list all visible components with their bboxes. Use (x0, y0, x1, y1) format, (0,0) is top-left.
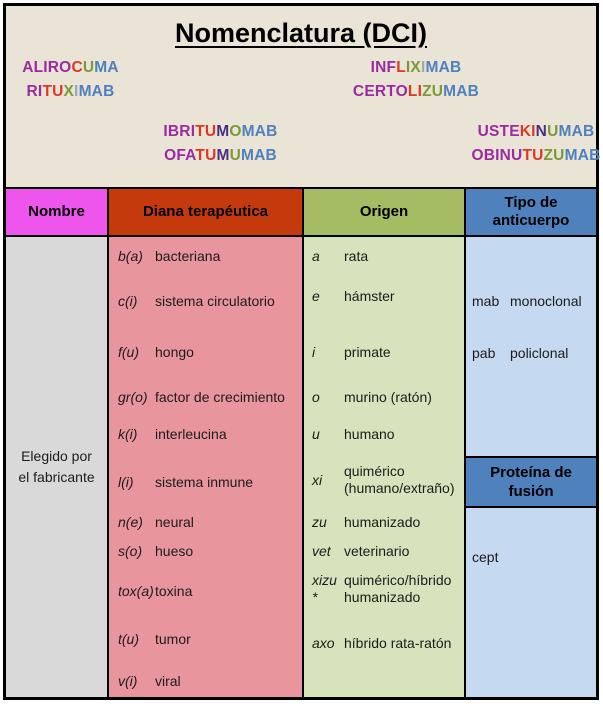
origen-code: a (312, 248, 320, 264)
origen-label: primate (344, 344, 391, 360)
table-row (109, 543, 302, 560)
diana-label: bacteriana (155, 248, 221, 264)
page-title: Nomenclatura (DCI) (174, 18, 428, 48)
diana-label: tumor (155, 631, 191, 647)
origen-code: zu (312, 514, 327, 530)
column-nombre (6, 237, 109, 697)
table-row (466, 549, 596, 566)
drug-name-ustekinumab: USTEKINUMAB (477, 123, 595, 140)
drug-name-ofatumumab: OFATUMUMAB (164, 147, 277, 164)
drug-name-infliximab: INFLIXIMAB (370, 59, 462, 76)
diana-code: t(u) (118, 631, 139, 647)
diana-label: neural (155, 514, 194, 530)
origen-code: e (312, 288, 320, 304)
outer-frame (3, 3, 599, 700)
table-row (109, 344, 302, 361)
nomenclature-table (6, 187, 596, 697)
diana-code: gr(o) (118, 389, 148, 405)
table-row (466, 345, 596, 362)
origen-label: veterinario (344, 543, 410, 559)
diana-code: n(e) (118, 514, 143, 530)
origen-label: quimérico (humano/extraño) (344, 463, 455, 496)
diana-code: s(o) (118, 543, 143, 559)
tipo-code: pab (472, 345, 496, 361)
table-row (109, 474, 302, 491)
origen-code: u (312, 426, 320, 442)
drug-group-mid-left (148, 120, 293, 168)
column-diana (109, 237, 304, 697)
table-row (304, 288, 464, 305)
origen-code: i (312, 344, 316, 360)
table-row (466, 293, 596, 310)
diana-code: f(u) (118, 344, 139, 360)
drug-name-alirocuma: ALIROCUMA (22, 59, 119, 76)
drug-group-mid-right (461, 120, 603, 168)
drug-name-certolizumab: CERTOLIZUMAB (352, 83, 480, 100)
table-row (304, 344, 464, 361)
diana-label: hongo (155, 344, 194, 360)
table-row (304, 389, 464, 406)
diana-label: sistema circulatorio (155, 293, 275, 309)
origen-code: vet (312, 543, 331, 559)
tipo-code: cept (472, 549, 499, 565)
drug-name-obinutuzumab: OBINUTUZUMAB (471, 147, 601, 164)
origen-code: axo (312, 635, 335, 651)
origen-label: humanizado (344, 514, 421, 530)
diana-label: viral (155, 673, 181, 689)
origen-code: o (312, 389, 320, 405)
diana-code: b(a) (118, 248, 143, 264)
table-row (304, 463, 464, 497)
top-section (6, 6, 601, 187)
nombre-cell-text: Elegido por el fabricante (18, 448, 95, 485)
origen-label: murino (ratón) (344, 389, 432, 405)
diana-label: toxina (155, 583, 193, 599)
origen-label: híbrido rata-ratón (344, 635, 452, 651)
diana-label: factor de crecimiento (155, 389, 285, 405)
table-row (109, 583, 302, 600)
table-row (109, 631, 302, 648)
diana-code: c(i) (118, 293, 138, 309)
drug-name-rituximab: RITUXIMAB (26, 83, 115, 100)
header-diana-terapeutica: Diana terapéutica (109, 189, 304, 237)
diana-code: l(i) (118, 474, 134, 490)
header-origen: Origen (304, 189, 466, 237)
table-row (304, 248, 464, 265)
drug-name-ibritumomab: IBRITUMOMAB (163, 123, 278, 140)
origen-label: hámster (344, 288, 395, 304)
origen-label: quimérico/híbrido humanizado (344, 572, 452, 605)
table-row (304, 572, 464, 606)
table-row (109, 673, 302, 690)
table-row (109, 514, 302, 531)
header-nombre: Nombre (6, 189, 109, 237)
table-row (109, 248, 302, 265)
table-row (109, 389, 302, 406)
tipo-code: mab (472, 293, 500, 309)
fusion-protein-header: Proteína de fusión (466, 456, 596, 508)
table-row (109, 426, 302, 443)
table-row (304, 514, 464, 531)
origen-code: xizu * (312, 572, 337, 605)
table-row (304, 635, 464, 652)
diana-code: k(i) (118, 426, 138, 442)
column-tipo (466, 237, 596, 697)
column-origen (304, 237, 466, 697)
origen-code: xi (312, 471, 323, 488)
origen-label: humano (344, 426, 395, 442)
drug-group-top-right (336, 56, 496, 104)
table-row (304, 426, 464, 443)
diana-label: sistema inmune (155, 474, 254, 490)
origen-label: rata (344, 248, 369, 264)
table-row (109, 293, 302, 310)
tipo-label: policlonal (510, 345, 569, 361)
header-tipo-anticuerpo: Tipo de anticuerpo (466, 189, 596, 237)
diana-label: hueso (155, 543, 194, 559)
drug-group-top-left (8, 56, 133, 104)
tipo-label: monoclonal (510, 293, 582, 309)
table-row (304, 543, 464, 560)
diana-code: tox(a) (118, 583, 154, 599)
diana-code: v(i) (118, 673, 138, 689)
diana-label: interleucina (155, 426, 227, 442)
